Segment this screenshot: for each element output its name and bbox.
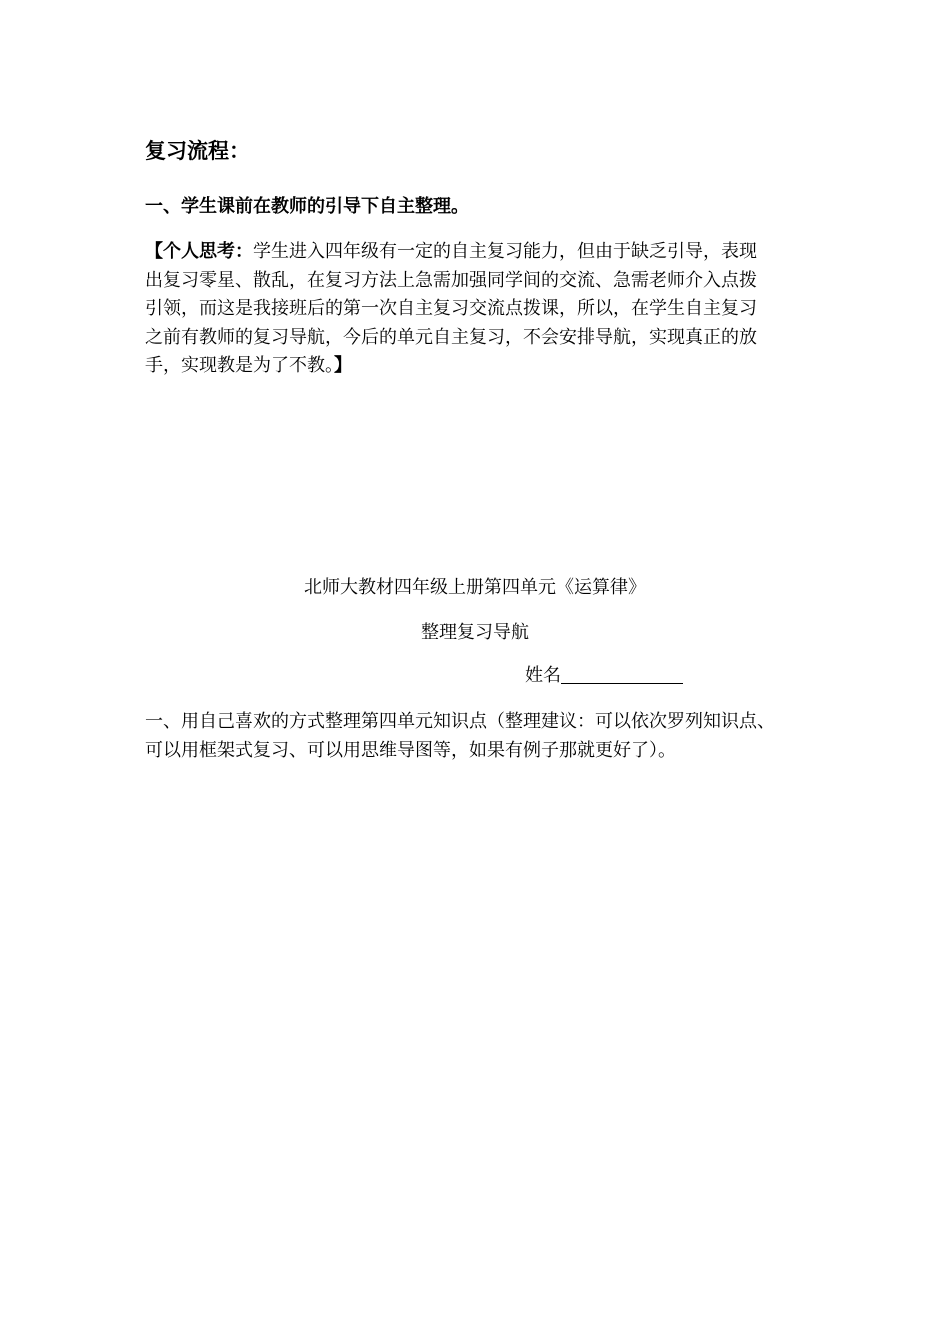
reflection-closing-bracket: 】 <box>334 355 352 376</box>
review-process-heading: 复习流程： <box>145 139 250 163</box>
name-label: 姓名 <box>525 665 561 686</box>
reflection-line <box>145 352 815 381</box>
reflection-text: 手，实现教是为了不教。 <box>145 355 334 376</box>
reflection-line: 引领，而这是我接班后的第一次自主复习交流点拨课，所以，在学生自主复习 <box>145 298 757 319</box>
guide-title: 北师大教材四年级上册第四单元《运算律》 <box>304 577 646 598</box>
task-line: 一、用自己喜欢的方式整理第四单元知识点（整理建议：可以依次罗列知识点、 <box>145 711 775 732</box>
reflection-text: 学生进入四年级有一定的自主复习能力，但由于缺乏引导，表现 <box>253 241 757 262</box>
task-line: 可以用框架式复习、可以用思维导图等，如果有例子那就更好了）。 <box>145 740 676 761</box>
name-blank-line <box>561 663 683 684</box>
reflection-line: 出复习零星、散乱，在复习方法上急需加强同学间的交流、急需老师介入点拨 <box>145 269 757 291</box>
reflection-label: 【个人思考： <box>145 241 253 262</box>
reflection-line: 之前有教师的复习导航，今后的单元自主复习，不会安排导航，实现真正的放 <box>145 326 757 348</box>
step-one-heading: 一、学生课前在教师的引导下自主整理。 <box>145 196 469 217</box>
reflection-line <box>145 238 815 267</box>
personal-reflection-paragraph <box>145 238 815 381</box>
task-one-paragraph <box>145 707 835 765</box>
guide-subtitle: 整理复习导航 <box>421 622 529 643</box>
name-field-row <box>525 662 683 690</box>
